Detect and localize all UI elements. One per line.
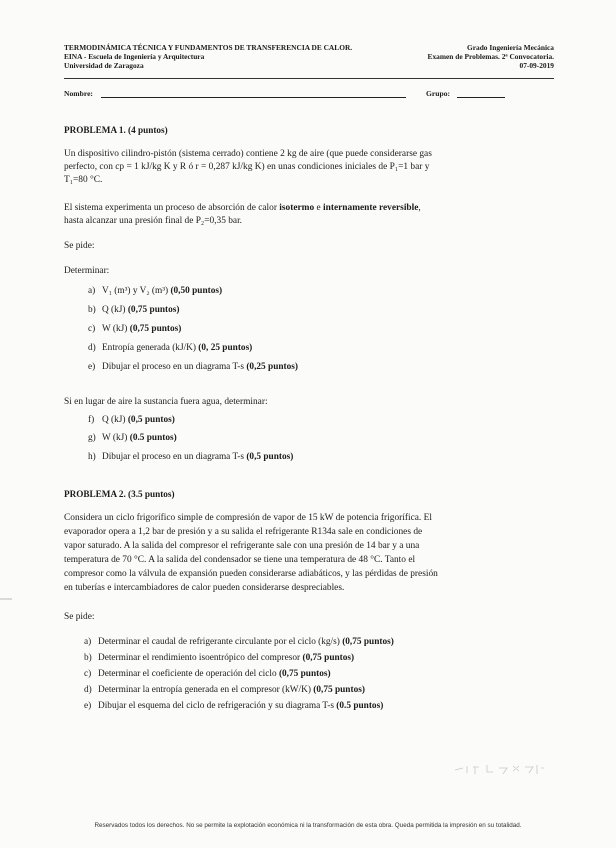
problem2-line5: compresor como la válvula de expansión pueden considerarse adiabáticos, y las pérdidas de presión [64,569,438,579]
problem2-line4: temperatura de 70 °C. A la salida del condensador se tiene una temperatura de 48 °C. Tanto el [64,555,416,565]
p2-item-e: e) Dibujar el esquema del ciclo de refrigeración y su diagrama T-s (0.5 puntos) [84,701,384,711]
university-name: Universidad de Zaragoza [64,61,144,71]
problem1-statement-line2: perfecto, con cp = 1 kJ/kg K y R ó r = 0,287 kJ/kg K) en unas condiciones iniciales de P₁=1 bar y [64,162,430,172]
problem1-title: PROBLEMA 1. (4 puntos) [64,125,168,135]
exam-header [64,43,554,71]
p1-item-c: c) W (kJ) (0,75 puntos) [88,324,182,334]
problem2-line1: Considera un ciclo frigorífico simple de compresión de vapor de 15 kW de potencia frigorífica. El [64,513,432,523]
problem2-line3: vapor saturado. A la salida del compresor el refrigerante sale con una presión de 14 bar y a una [64,541,420,551]
problem2-title: PROBLEMA 2. (3.5 puntos) [64,489,175,499]
faint-stamp-mark [453,762,545,776]
group-field-line[interactable] [457,97,505,98]
p1-item-b: b) Q (kJ) (0,75 puntos) [88,305,180,315]
name-field-line[interactable] [101,97,406,98]
problem1-se-pide: Se pide: [64,241,95,251]
p2-item-c: c) Determinar el coeficiente de operación del ciclo (0,75 puntos) [84,669,331,679]
p2-item-d: d) Determinar la entropía generada en el compresor (kW/K) (0,75 puntos) [84,685,365,695]
problem1-agua-intro: Si en lugar de aire la sustancia fuera agua, determinar: [64,397,268,407]
rights-footer: Reservados todos los derechos. No se permite la explotación económica ni la transformación de esta obra. Queda permitida la impresión en su totalidad. [94,822,522,829]
p1-item-h: h) Dibujar el proceso en un diagrama T-s (0,5 puntos) [88,452,294,462]
problem2-line6: en tuberías e intercambiadores de calor pueden considerarse despreciables. [64,583,345,593]
header-divider [64,78,554,79]
p2-item-b: b) Determinar el rendimiento isoentrópico del compresor (0,75 puntos) [84,653,355,663]
p1-item-g: g) W (kJ) (0.5 puntos) [88,433,177,443]
p1-item-a: a) V₁ (m³) y V₂ (m³) (0,50 puntos) [88,286,223,296]
p1-item-d: d) Entropía generada (kJ/K) (0, 25 puntos) [88,343,253,353]
isothermal-term: isotermo [279,203,315,213]
problem1-statement-line1: Un dispositivo cilindro-pistón (sistema cerrado) contiene 2 kg de aire (que puede considerarse gas [64,149,432,159]
exam-type: Examen de Problemas. 2ª Convocatoria. [427,52,554,62]
school-name: EINA - Escuela de Ingeniería y Arquitectura [64,52,205,62]
p2-item-a: a) Determinar el caudal de refrigerante circulante por el ciclo (kg/s) (0,75 puntos) [84,637,394,647]
p1-item-f: f) Q (kJ) (0,5 puntos) [88,415,175,425]
course-title: TERMODINÁMICA TÉCNICA Y FUNDAMENTOS DE TRANSFERENCIA DE CALOR. [64,43,353,52]
name-label: Nombre: [64,89,93,98]
degree-name: Grado Ingeniería Mecánica [466,43,554,52]
problem1-process-line1: El sistema experimenta un proceso de absorción de calor isotermo e internamente reversible, [64,203,421,213]
problem2-se-pide: Se pide: [64,612,95,622]
p1-item-e: e) Dibujar el proceso en un diagrama T-s (0,25 puntos) [88,362,298,372]
problem1-determinar: Determinar: [64,266,110,276]
group-label: Grupo: [426,89,451,98]
problem1-statement-line3: T₁=80 °C. [64,175,103,185]
edge-scan-mark [0,598,12,600]
reversible-term: internamente reversible [323,203,419,213]
problem1-process-line2: hasta alcanzar una presión final de P₂=0,35 bar. [64,216,243,226]
exam-date: 07-09-2019 [519,61,554,71]
problem2-line2: evaporador opera a 1,2 bar de presión y a su salida el refrigerante R134a sale en condiciones de [64,527,423,537]
